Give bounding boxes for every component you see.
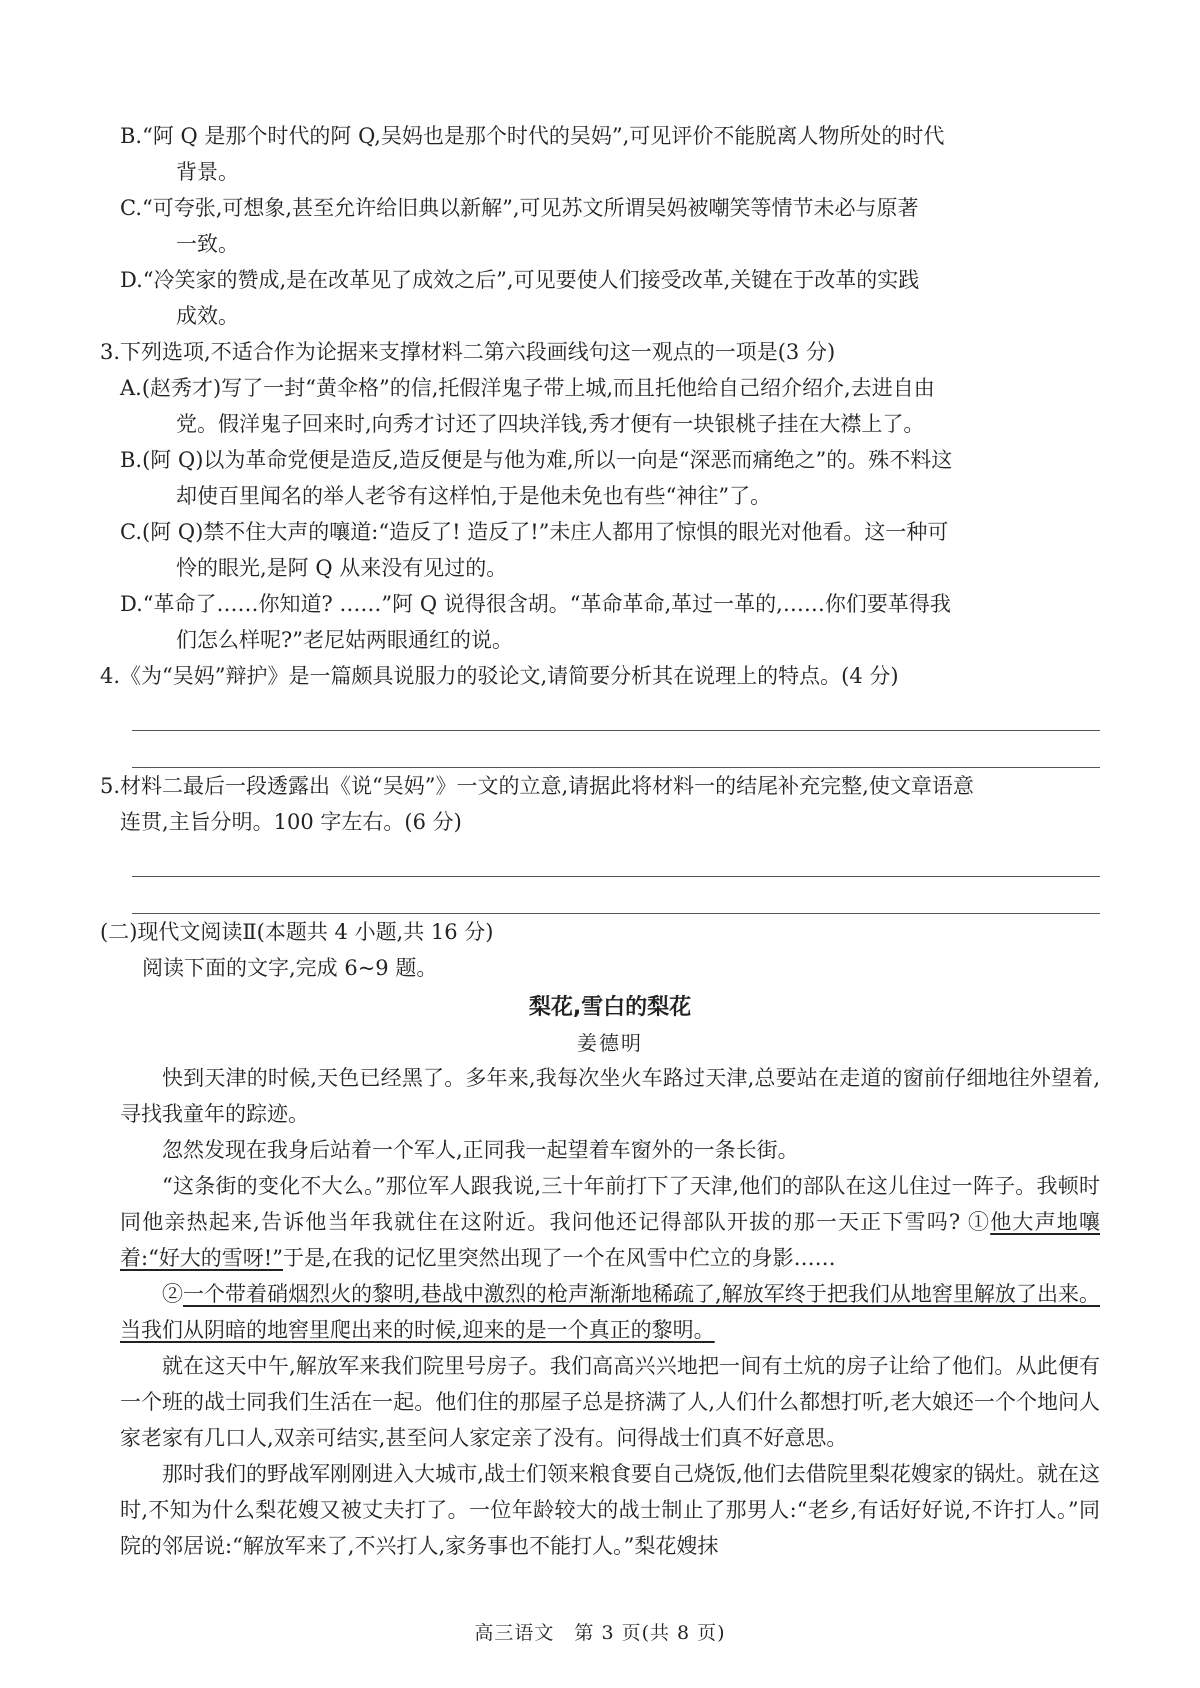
option-b-line: 背景。 <box>176 160 239 184</box>
paragraph: 那时我们的野战军刚刚进入大城市,战士们领来粮食要自己烧饭,他们去借院里梨花嫂家的锅灶。就在这时,不知为什么梨花嫂又被丈夫打了。一位年龄较大的战士制止了那男人:“老乡,有话好好说,不许打人。”同院的邻居说:“解放军来了,不兴打人,家务事也不能打人。”梨花嫂抹 <box>120 1462 1100 1558</box>
option-d-line: D.“冷笑家的赞成,是在改革见了成效之后”,可见要使人们接受改革,关键在于改革的实践 <box>120 268 920 292</box>
paragraph: 忽然发现在我身后站着一个军人,正同我一起望着车窗外的一条长街。 <box>162 1138 799 1162</box>
article-title: 梨花,雪白的梨花 <box>528 995 692 1020</box>
underlined-sentence-2: 一个带着硝烟烈火的黎明,巷战中激烈的枪声渐渐地稀疏了,解放军终于把我们从地窖里解放了出来。当我们从阴暗的地窖里爬出来的时候,迎来的是一个真正的黎明。 <box>120 1282 1100 1342</box>
option-b-line: B.“阿 Q 是那个时代的阿 Q,吴妈也是那个时代的吴妈”,可见评价不能脱离人物所处的时代 <box>120 124 945 148</box>
answer-line[interactable] <box>132 694 1100 731</box>
paragraph: 快到天津的时候,天色已经黑了。多年来,我每次坐火车路过天津,总要站在走道的窗前仔细地往外望着,寻找我童年的踪迹。 <box>120 1066 1100 1126</box>
question-stem: 3.下列选项,不适合作为论据来支撑材料二第六段画线句这一观点的一项是(3 分) <box>100 340 836 364</box>
paragraph-text: 于是,在我的记忆里突然出现了一个在风雪中伫立的身影…… <box>283 1246 836 1270</box>
question-stem: 5.材料二最后一段透露出《说“吴妈”》一文的立意,请据此将材料一的结尾补充完整,使文章语意 <box>100 774 974 798</box>
section-2 <box>100 914 1100 986</box>
option-a-line: 党。假洋鬼子回来时,向秀才讨还了四块洋钱,秀才便有一块银桃子挂在大襟上了。 <box>176 412 925 436</box>
answer-line[interactable] <box>132 877 1100 914</box>
question-4 <box>100 658 1100 768</box>
paragraph <box>120 1276 1100 1348</box>
option-c-line: C.(阿 Q)禁不住大声的嚷道:“造反了! 造反了!”未庄人都用了惊惧的眼光对他看。这一种可 <box>120 520 949 544</box>
question-5 <box>100 768 1100 914</box>
section-instruction: 阅读下面的文字,完成 6~9 题。 <box>142 956 438 980</box>
exam-page <box>100 118 1100 1564</box>
option-d-line: D.“革命了……你知道? ……”阿 Q 说得很含胡。“革命革命,革过一革的,……你们要革得我 <box>120 592 951 616</box>
option-a-line: A.(赵秀才)写了一封“黄伞格”的信,托假洋鬼子带上城,而且托他给自己绍介绍介,去进自由 <box>120 376 935 400</box>
page-footer: 高三语文 第 3 页(共 8 页) <box>474 1622 726 1644</box>
answer-line[interactable] <box>132 840 1100 877</box>
underlined-sentence-1: 他大声地嚷着:“好大的雪呀!” <box>120 1210 1100 1270</box>
option-c-line: 一致。 <box>176 232 239 256</box>
answer-line[interactable] <box>132 731 1100 768</box>
section-heading: (二)现代文阅读Ⅱ(本题共 4 小题,共 16 分) <box>100 920 494 944</box>
option-b-line: B.(阿 Q)以为革命党便是造反,造反便是与他为难,所以一向是“深恶而痛绝之”的。殊不料这 <box>120 448 953 472</box>
option-c-line: 怜的眼光,是阿 Q 从来没有见过的。 <box>176 556 508 580</box>
question-2-options <box>120 118 1100 334</box>
option-d-line: 成效。 <box>176 304 239 328</box>
question-stem: 连贯,主旨分明。100 字左右。(6 分) <box>120 810 462 834</box>
option-c-line: C.“可夸张,可想象,甚至允许给旧典以新解”,可见苏文所谓吴妈被嘲笑等情节未必与原著 <box>120 196 919 220</box>
paragraph: 就在这天中午,解放军来我们院里号房子。我们高高兴兴地把一间有土炕的房子让给了他们。从此便有一个班的战士同我们生活在一起。他们住的那屋子总是挤满了人,人们什么都想打听,老大娘还一个个地问人家老家有几口人,双亲可结实,甚至问人家定亲了没有。问得战士们真不好意思。 <box>120 1354 1100 1450</box>
option-d-line: 们怎么样呢?”老尼姑两眼通红的说。 <box>176 628 513 652</box>
question-stem: 4.《为“吴妈”辩护》是一篇颇具说服力的驳论文,请简要分析其在说理上的特点。(4 分) <box>100 664 899 688</box>
article <box>120 990 1100 1564</box>
paragraph <box>120 1168 1100 1276</box>
paragraph-text: “这条街的变化不大么。”那位军人跟我说,三十年前打下了天津,他们的部队在这儿住过一阵子。我顿时同他亲热起来,告诉他当年我就住在这附近。我问他还记得部队开拔的那一天正下雪吗? ① <box>120 1174 1100 1234</box>
question-3 <box>100 334 1100 658</box>
sentence-marker: ② <box>162 1282 184 1306</box>
option-b-line: 却使百里闻名的举人老爷有这样怕,于是他未免也有些“神往”了。 <box>176 484 772 508</box>
article-author: 姜德明 <box>577 1031 643 1055</box>
